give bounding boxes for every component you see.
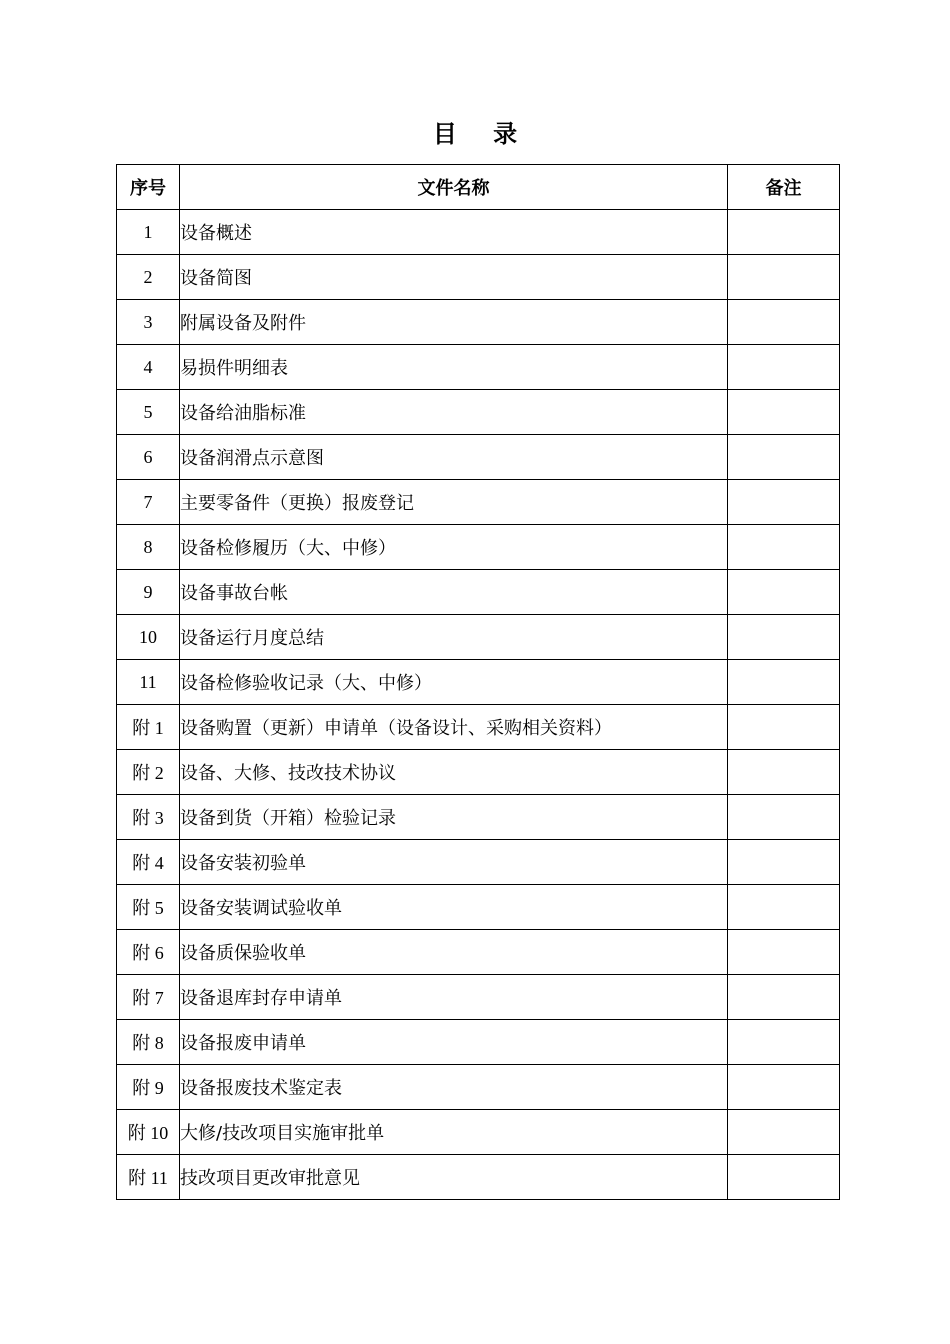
document-name: 设备质保验收单 — [180, 930, 728, 975]
row-number: 附 3 — [117, 795, 180, 840]
table-row — [117, 255, 840, 300]
table-body — [117, 210, 840, 1200]
document-name: 设备事故台帐 — [180, 570, 728, 615]
table-row — [117, 660, 840, 705]
header-note: 备注 — [728, 165, 840, 210]
remark-cell — [728, 795, 840, 840]
remark-cell — [728, 210, 840, 255]
document-name: 设备、大修、技改技术协议 — [180, 750, 728, 795]
row-number: 7 — [117, 480, 180, 525]
document-name: 设备简图 — [180, 255, 728, 300]
row-number: 附 9 — [117, 1065, 180, 1110]
table-row — [117, 615, 840, 660]
document-name: 大修/技改项目实施审批单 — [180, 1110, 728, 1155]
document-name: 设备运行月度总结 — [180, 615, 728, 660]
table-row — [117, 390, 840, 435]
table-row — [117, 570, 840, 615]
table-row — [117, 840, 840, 885]
document-name: 设备概述 — [180, 210, 728, 255]
row-number: 附 2 — [117, 750, 180, 795]
row-number: 8 — [117, 525, 180, 570]
table-row — [117, 345, 840, 390]
remark-cell — [728, 705, 840, 750]
document-name: 设备购置（更新）申请单（设备设计、采购相关资料） — [180, 705, 728, 750]
table-row — [117, 300, 840, 345]
document-name: 附属设备及附件 — [180, 300, 728, 345]
page-title: 目 录 — [432, 120, 532, 148]
row-number: 9 — [117, 570, 180, 615]
table-row — [117, 930, 840, 975]
table-row — [117, 750, 840, 795]
table-row — [117, 975, 840, 1020]
row-number: 附 8 — [117, 1020, 180, 1065]
row-number: 10 — [117, 615, 180, 660]
remark-cell — [728, 1110, 840, 1155]
remark-cell — [728, 930, 840, 975]
remark-cell — [728, 525, 840, 570]
row-number: 附 1 — [117, 705, 180, 750]
header-no: 序号 — [117, 165, 180, 210]
remark-cell — [728, 840, 840, 885]
table-row — [117, 435, 840, 480]
remark-cell — [728, 480, 840, 525]
row-number: 附 7 — [117, 975, 180, 1020]
document-name: 设备润滑点示意图 — [180, 435, 728, 480]
table-header-row — [117, 165, 840, 210]
table-row — [117, 525, 840, 570]
table-row — [117, 885, 840, 930]
document-name: 易损件明细表 — [180, 345, 728, 390]
table-row — [117, 705, 840, 750]
remark-cell — [728, 615, 840, 660]
remark-cell — [728, 885, 840, 930]
row-number: 附 10 — [117, 1110, 180, 1155]
row-number: 4 — [117, 345, 180, 390]
remark-cell — [728, 390, 840, 435]
remark-cell — [728, 660, 840, 705]
remark-cell — [728, 975, 840, 1020]
document-name: 设备安装调试验收单 — [180, 885, 728, 930]
table-row — [117, 210, 840, 255]
document-name: 设备退库封存申请单 — [180, 975, 728, 1020]
row-number: 1 — [117, 210, 180, 255]
document-name: 设备给油脂标准 — [180, 390, 728, 435]
table-row — [117, 795, 840, 840]
row-number: 2 — [117, 255, 180, 300]
row-number: 6 — [117, 435, 180, 480]
header-name: 文件名称 — [180, 165, 728, 210]
remark-cell — [728, 570, 840, 615]
document-name: 设备检修验收记录（大、中修） — [180, 660, 728, 705]
row-number: 附 11 — [117, 1155, 180, 1200]
row-number: 5 — [117, 390, 180, 435]
remark-cell — [728, 750, 840, 795]
row-number: 11 — [117, 660, 180, 705]
table-row — [117, 1065, 840, 1110]
row-number: 附 6 — [117, 930, 180, 975]
document-name: 设备安装初验单 — [180, 840, 728, 885]
remark-cell — [728, 1065, 840, 1110]
remark-cell — [728, 1020, 840, 1065]
row-number: 附 4 — [117, 840, 180, 885]
toc-table — [116, 164, 840, 1200]
table-row — [117, 480, 840, 525]
row-number: 3 — [117, 300, 180, 345]
remark-cell — [728, 345, 840, 390]
document-name: 技改项目更改审批意见 — [180, 1155, 728, 1200]
remark-cell — [728, 1155, 840, 1200]
table-row — [117, 1110, 840, 1155]
table-row — [117, 1020, 840, 1065]
remark-cell — [728, 435, 840, 480]
document-name: 主要零备件（更换）报废登记 — [180, 480, 728, 525]
document-name: 设备报废技术鉴定表 — [180, 1065, 728, 1110]
remark-cell — [728, 300, 840, 345]
document-name: 设备到货（开箱）检验记录 — [180, 795, 728, 840]
remark-cell — [728, 255, 840, 300]
table-row — [117, 1155, 840, 1200]
row-number: 附 5 — [117, 885, 180, 930]
document-name: 设备检修履历（大、中修） — [180, 525, 728, 570]
document-name: 设备报废申请单 — [180, 1020, 728, 1065]
